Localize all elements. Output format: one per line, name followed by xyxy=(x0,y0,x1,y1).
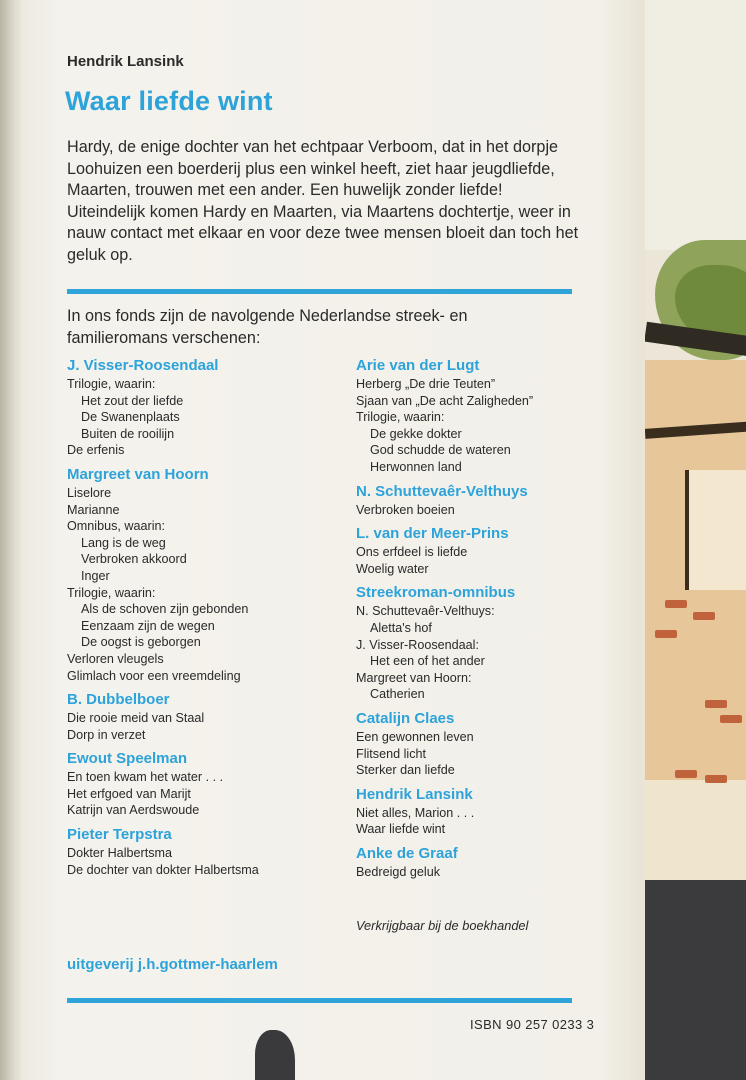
blurb-paragraph: Hardy, de enige dochter van het echtpaar Verboom, dat in het dorpje Loohuizen een boerderij plus een winkel heeft, ziet haar jeugdliefde, Maarten, trouwen met een ander. Een huwelijk zonder liefde! xyxy=(67,138,559,199)
cover-left-edge xyxy=(0,0,22,1080)
divider xyxy=(67,289,572,294)
publisher-name: uitgeverij j.h.gottmer-haarlem xyxy=(67,956,278,973)
author-group xyxy=(356,844,606,881)
book-title-entry: Liselore xyxy=(67,485,112,500)
book-blurb xyxy=(67,137,597,266)
group-author: N. Schuttevaêr-Velthuys xyxy=(356,482,528,500)
book-title-entry: Glimlach voor een vreemdeling xyxy=(67,668,241,683)
group-author: Arie van der Lugt xyxy=(356,357,480,374)
book-title-entry: Lang is de weg xyxy=(81,535,166,550)
book-title-entry: Verbroken akkoord xyxy=(81,552,187,567)
book-title-entry: Ons erfdeel is liefde xyxy=(356,545,468,560)
book-title-entry: De Swanenplaats xyxy=(81,410,180,425)
isbn: ISBN 90 257 0233 3 xyxy=(470,1017,595,1032)
book-title-entry: Aletta's hof xyxy=(370,620,432,635)
book-title-entry: Waar liefde wint xyxy=(356,822,446,837)
book-title-entry: God schudde de wateren xyxy=(370,443,511,458)
book-title-entry: Dorp in verzet xyxy=(67,727,146,742)
book-title-entry: Sterker dan liefde xyxy=(356,763,455,778)
book-author: Hendrik Lansink xyxy=(67,53,184,70)
group-author: Margreet van Hoorn xyxy=(67,465,209,483)
catalog-left-column xyxy=(67,356,337,884)
book-title-entry: Het een of het ander xyxy=(370,654,485,669)
book-title-entry: J. Visser-Roosendaal: xyxy=(356,637,479,652)
group-author: B. Dubbelboer xyxy=(67,691,170,709)
group-author: Ewout Speelman xyxy=(67,750,188,768)
blurb-paragraph: Uiteindelijk komen Hardy en Maarten, via Maartens dochtertje, weer in nauw contact met elkaar en voor deze twee mensen bloeit dan toch het geluk op. xyxy=(67,202,579,264)
author-group xyxy=(67,749,337,819)
book-title-entry: En toen kwam het water . . . xyxy=(67,770,224,785)
author-group xyxy=(67,690,337,743)
author-group xyxy=(356,356,606,476)
author-group xyxy=(356,709,606,779)
author-group xyxy=(67,356,337,459)
book-title-entry: Trilogie, waarin: xyxy=(356,410,445,425)
group-author: Pieter Terpstra xyxy=(67,826,172,844)
availability-note: Verkrijgbaar bij de boekhandel xyxy=(356,918,529,933)
book-title-entry: Het erfgoed van Marijt xyxy=(67,786,191,801)
author-group xyxy=(356,482,606,519)
book-title-entry: Omnibus, waarin: xyxy=(67,519,165,534)
catalog-intro: In ons fonds zijn de navolgende Nederlandse streek- en familieromans verschenen: xyxy=(67,307,468,347)
author-group xyxy=(356,785,606,838)
book-title-entry: Het zout der liefde xyxy=(81,393,184,408)
book-title: Waar liefde wint xyxy=(65,86,273,116)
book-title-entry: Een gewonnen leven xyxy=(356,729,474,744)
author-group xyxy=(356,524,606,577)
group-author: Anke de Graaf xyxy=(356,844,458,862)
book-title-entry: Woelig water xyxy=(356,561,429,576)
group-author: Catalijn Claes xyxy=(356,709,455,727)
book-title-entry: Als de schoven zijn gebonden xyxy=(81,602,249,617)
book-title-entry: Dokter Halbertsma xyxy=(67,846,172,861)
book-title-entry: Verbroken boeien xyxy=(356,502,455,517)
group-author: Streekroman-omnibus xyxy=(356,584,516,602)
book-title-entry: Sjaan van „De acht Zaligheden” xyxy=(356,393,534,408)
author-group xyxy=(67,465,337,684)
book-title-entry: Herberg „De drie Teuten” xyxy=(356,377,496,391)
book-title-entry: Marianne xyxy=(67,502,120,517)
book-title-entry: Die rooie meid van Staal xyxy=(67,711,205,726)
book-title-entry: Herwonnen land xyxy=(370,459,462,474)
book-title-entry: N. Schuttevaêr-Velthuys: xyxy=(356,604,495,619)
book-title-entry: Margreet van Hoorn: xyxy=(356,670,472,685)
divider xyxy=(67,998,572,1003)
author-group xyxy=(67,825,337,878)
book-title-entry: Catherien xyxy=(370,687,425,702)
group-author: L. van der Meer-Prins xyxy=(356,525,509,543)
catalog-right-column xyxy=(356,356,606,886)
book-title-entry: Trilogie, waarin: xyxy=(67,377,156,391)
book-title-entry: Niet alles, Marion . . . xyxy=(356,805,475,820)
book-title-entry: De erfenis xyxy=(67,443,125,458)
book-title-entry: Katrijn van Aerdswoude xyxy=(67,803,200,818)
book-title-entry: Inger xyxy=(81,568,110,583)
book-title-entry: De gekke dokter xyxy=(370,426,462,441)
book-title-entry: Eenzaam zijn de wegen xyxy=(81,618,215,633)
book-title-entry: Flitsend licht xyxy=(356,746,426,761)
book-title-entry: De oogst is geborgen xyxy=(81,635,201,650)
book-title-entry: Verloren vleugels xyxy=(67,651,164,666)
author-group xyxy=(356,583,606,703)
group-author: Hendrik Lansink xyxy=(356,785,473,803)
book-title-entry: Trilogie, waarin: xyxy=(67,585,156,600)
cover-illustration xyxy=(645,0,746,1080)
book-title-entry: Bedreigd geluk xyxy=(356,864,441,879)
torn-edge xyxy=(255,1030,295,1080)
book-title-entry: De dochter van dokter Halbertsma xyxy=(67,862,259,877)
book-title-entry: Buiten de rooilijn xyxy=(81,426,175,441)
group-author: J. Visser-Roosendaal xyxy=(67,357,219,374)
